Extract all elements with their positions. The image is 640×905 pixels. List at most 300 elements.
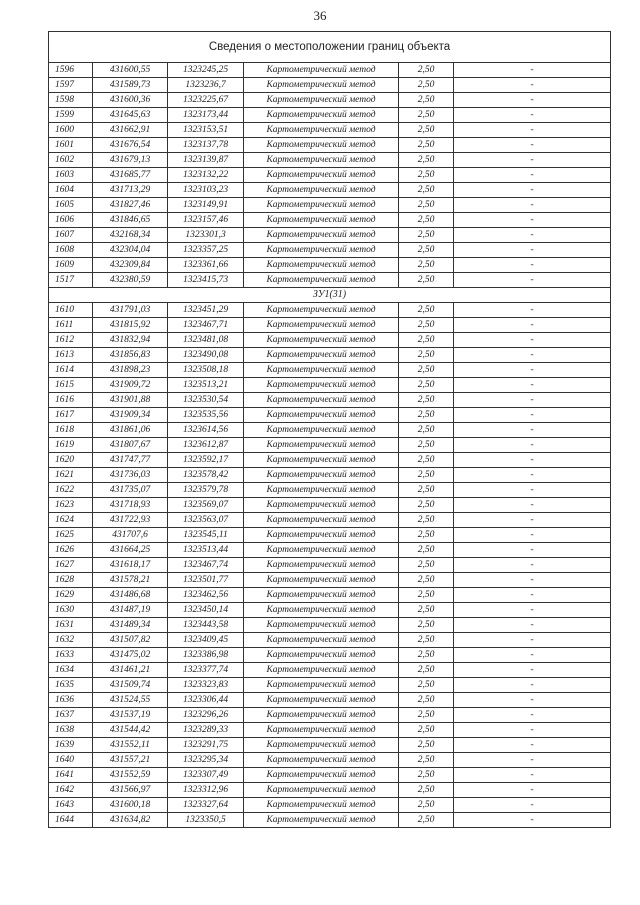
method-cell: Картометрический метод [244, 528, 399, 543]
table-row [49, 603, 611, 618]
description-cell: - [454, 438, 611, 453]
table-row [49, 153, 611, 168]
description-cell: - [454, 423, 611, 438]
method-cell: Картометрический метод [244, 663, 399, 678]
accuracy-cell: 2,50 [399, 378, 454, 393]
x-coordinate-cell: 431552,11 [93, 738, 168, 753]
x-coordinate-cell: 431846,65 [93, 213, 168, 228]
method-cell: Картометрический метод [244, 198, 399, 213]
point-number-cell: 1609 [49, 258, 93, 273]
x-coordinate-cell: 431676,54 [93, 138, 168, 153]
method-cell: Картометрический метод [244, 813, 399, 828]
description-cell: - [454, 318, 611, 333]
accuracy-cell: 2,50 [399, 138, 454, 153]
table-row [49, 213, 611, 228]
method-cell: Картометрический метод [244, 693, 399, 708]
accuracy-cell: 2,50 [399, 363, 454, 378]
accuracy-cell: 2,50 [399, 153, 454, 168]
x-coordinate-cell: 432168,34 [93, 228, 168, 243]
table-row [49, 228, 611, 243]
x-coordinate-cell: 432309,84 [93, 258, 168, 273]
y-coordinate-cell: 1323137,78 [168, 138, 244, 153]
x-coordinate-cell: 431589,73 [93, 78, 168, 93]
table-row [49, 543, 611, 558]
table-row [49, 708, 611, 723]
accuracy-cell: 2,50 [399, 93, 454, 108]
x-coordinate-cell: 431461,21 [93, 663, 168, 678]
accuracy-cell: 2,50 [399, 573, 454, 588]
description-cell: - [454, 183, 611, 198]
method-cell: Картометрический метод [244, 318, 399, 333]
x-coordinate-cell: 431685,77 [93, 168, 168, 183]
accuracy-cell: 2,50 [399, 813, 454, 828]
point-number-cell: 1628 [49, 573, 93, 588]
accuracy-cell: 2,50 [399, 648, 454, 663]
x-coordinate-cell: 431747,77 [93, 453, 168, 468]
method-cell: Картометрический метод [244, 588, 399, 603]
accuracy-cell: 2,50 [399, 213, 454, 228]
point-number-cell: 1611 [49, 318, 93, 333]
y-coordinate-cell: 1323535,56 [168, 408, 244, 423]
point-number-cell: 1630 [49, 603, 93, 618]
y-coordinate-cell: 1323530,54 [168, 393, 244, 408]
accuracy-cell: 2,50 [399, 183, 454, 198]
y-coordinate-cell: 1323569,07 [168, 498, 244, 513]
x-coordinate-cell: 431662,91 [93, 123, 168, 138]
section-label: ЗУ1(31) [49, 288, 611, 303]
table-row [49, 378, 611, 393]
y-coordinate-cell: 1323592,17 [168, 453, 244, 468]
method-cell: Картометрический метод [244, 228, 399, 243]
table-row [49, 693, 611, 708]
method-cell: Картометрический метод [244, 243, 399, 258]
y-coordinate-cell: 1323312,96 [168, 783, 244, 798]
description-cell: - [454, 768, 611, 783]
x-coordinate-cell: 431552,59 [93, 768, 168, 783]
method-cell: Картометрический метод [244, 753, 399, 768]
accuracy-cell: 2,50 [399, 333, 454, 348]
page-number: 36 [313, 8, 327, 23]
accuracy-cell: 2,50 [399, 723, 454, 738]
x-coordinate-cell: 431861,06 [93, 423, 168, 438]
coordinates-table [48, 31, 611, 828]
table-row [49, 678, 611, 693]
method-cell: Картометрический метод [244, 213, 399, 228]
point-number-cell: 1606 [49, 213, 93, 228]
accuracy-cell: 2,50 [399, 753, 454, 768]
point-number-cell: 1625 [49, 528, 93, 543]
point-number-cell: 1596 [49, 63, 93, 78]
description-cell: - [454, 303, 611, 318]
method-cell: Картометрический метод [244, 513, 399, 528]
description-cell: - [454, 648, 611, 663]
y-coordinate-cell: 1323578,42 [168, 468, 244, 483]
description-cell: - [454, 213, 611, 228]
method-cell: Картометрический метод [244, 573, 399, 588]
x-coordinate-cell: 431736,03 [93, 468, 168, 483]
description-cell: - [454, 123, 611, 138]
description-cell: - [454, 348, 611, 363]
table-row [49, 513, 611, 528]
method-cell: Картометрический метод [244, 408, 399, 423]
description-cell: - [454, 93, 611, 108]
x-coordinate-cell: 431486,68 [93, 588, 168, 603]
x-coordinate-cell: 431679,13 [93, 153, 168, 168]
table-row [49, 168, 611, 183]
table-row [49, 423, 611, 438]
accuracy-cell: 2,50 [399, 408, 454, 423]
point-number-cell: 1604 [49, 183, 93, 198]
point-number-cell: 1610 [49, 303, 93, 318]
y-coordinate-cell: 1323513,44 [168, 543, 244, 558]
y-coordinate-cell: 1323149,91 [168, 198, 244, 213]
description-cell: - [454, 498, 611, 513]
table-row [49, 258, 611, 273]
description-cell: - [454, 153, 611, 168]
point-number-cell: 1637 [49, 708, 93, 723]
accuracy-cell: 2,50 [399, 768, 454, 783]
point-number-cell: 1517 [49, 273, 93, 288]
table-row [49, 243, 611, 258]
description-cell: - [454, 393, 611, 408]
point-number-cell: 1638 [49, 723, 93, 738]
y-coordinate-cell: 1323545,11 [168, 528, 244, 543]
y-coordinate-cell: 1323513,21 [168, 378, 244, 393]
method-cell: Картометрический метод [244, 453, 399, 468]
accuracy-cell: 2,50 [399, 798, 454, 813]
description-cell: - [454, 483, 611, 498]
table-row [49, 333, 611, 348]
y-coordinate-cell: 1323245,25 [168, 63, 244, 78]
method-cell: Картометрический метод [244, 708, 399, 723]
accuracy-cell: 2,50 [399, 423, 454, 438]
accuracy-cell: 2,50 [399, 528, 454, 543]
description-cell: - [454, 63, 611, 78]
x-coordinate-cell: 431722,93 [93, 513, 168, 528]
x-coordinate-cell: 431815,92 [93, 318, 168, 333]
accuracy-cell: 2,50 [399, 633, 454, 648]
accuracy-cell: 2,50 [399, 318, 454, 333]
x-coordinate-cell: 431909,34 [93, 408, 168, 423]
table-row [49, 573, 611, 588]
x-coordinate-cell: 431600,55 [93, 63, 168, 78]
accuracy-cell: 2,50 [399, 78, 454, 93]
x-coordinate-cell: 431507,82 [93, 633, 168, 648]
accuracy-cell: 2,50 [399, 348, 454, 363]
method-cell: Картометрический метод [244, 393, 399, 408]
y-coordinate-cell: 1323295,34 [168, 753, 244, 768]
x-coordinate-cell: 431707,6 [93, 528, 168, 543]
description-cell: - [454, 798, 611, 813]
point-number-cell: 1608 [49, 243, 93, 258]
method-cell: Картометрический метод [244, 303, 399, 318]
y-coordinate-cell: 1323612,87 [168, 438, 244, 453]
method-cell: Картометрический метод [244, 138, 399, 153]
table-title: Сведения о местоположении границ объекта [49, 32, 611, 63]
description-cell: - [454, 363, 611, 378]
description-cell: - [454, 513, 611, 528]
accuracy-cell: 2,50 [399, 558, 454, 573]
table-row [49, 768, 611, 783]
y-coordinate-cell: 1323508,18 [168, 363, 244, 378]
point-number-cell: 1640 [49, 753, 93, 768]
y-coordinate-cell: 1323467,71 [168, 318, 244, 333]
y-coordinate-cell: 1323462,56 [168, 588, 244, 603]
method-cell: Картометрический метод [244, 378, 399, 393]
point-number-cell: 1614 [49, 363, 93, 378]
table-row [49, 813, 611, 828]
y-coordinate-cell: 1323307,49 [168, 768, 244, 783]
table-row [49, 408, 611, 423]
section-row [49, 288, 611, 303]
accuracy-cell: 2,50 [399, 588, 454, 603]
x-coordinate-cell: 431645,63 [93, 108, 168, 123]
y-coordinate-cell: 1323153,51 [168, 123, 244, 138]
point-number-cell: 1636 [49, 693, 93, 708]
y-coordinate-cell: 1323563,07 [168, 513, 244, 528]
y-coordinate-cell: 1323501,77 [168, 573, 244, 588]
table-row [49, 633, 611, 648]
point-number-cell: 1602 [49, 153, 93, 168]
point-number-cell: 1598 [49, 93, 93, 108]
y-coordinate-cell: 1323614,56 [168, 423, 244, 438]
method-cell: Картометрический метод [244, 558, 399, 573]
x-coordinate-cell: 431807,67 [93, 438, 168, 453]
x-coordinate-cell: 431664,25 [93, 543, 168, 558]
description-cell: - [454, 663, 611, 678]
point-number-cell: 1603 [49, 168, 93, 183]
method-cell: Картометрический метод [244, 768, 399, 783]
x-coordinate-cell: 431827,46 [93, 198, 168, 213]
y-coordinate-cell: 1323225,67 [168, 93, 244, 108]
accuracy-cell: 2,50 [399, 498, 454, 513]
y-coordinate-cell: 1323386,98 [168, 648, 244, 663]
method-cell: Картометрический метод [244, 678, 399, 693]
point-number-cell: 1634 [49, 663, 93, 678]
y-coordinate-cell: 1323323,83 [168, 678, 244, 693]
table-row [49, 63, 611, 78]
table-row [49, 393, 611, 408]
table-row [49, 468, 611, 483]
table-row [49, 108, 611, 123]
table-row [49, 483, 611, 498]
accuracy-cell: 2,50 [399, 198, 454, 213]
method-cell: Картометрический метод [244, 348, 399, 363]
accuracy-cell: 2,50 [399, 468, 454, 483]
method-cell: Картометрический метод [244, 108, 399, 123]
method-cell: Картометрический метод [244, 183, 399, 198]
description-cell: - [454, 228, 611, 243]
method-cell: Картометрический метод [244, 498, 399, 513]
method-cell: Картометрический метод [244, 93, 399, 108]
y-coordinate-cell: 1323481,08 [168, 333, 244, 348]
table-row [49, 723, 611, 738]
y-coordinate-cell: 1323443,58 [168, 618, 244, 633]
accuracy-cell: 2,50 [399, 513, 454, 528]
point-number-cell: 1619 [49, 438, 93, 453]
x-coordinate-cell: 431898,23 [93, 363, 168, 378]
description-cell: - [454, 603, 611, 618]
description-cell: - [454, 573, 611, 588]
description-cell: - [454, 408, 611, 423]
description-cell: - [454, 738, 611, 753]
y-coordinate-cell: 1323301,3 [168, 228, 244, 243]
point-number-cell: 1607 [49, 228, 93, 243]
table-row [49, 663, 611, 678]
description-cell: - [454, 273, 611, 288]
point-number-cell: 1621 [49, 468, 93, 483]
accuracy-cell: 2,50 [399, 618, 454, 633]
x-coordinate-cell: 431475,02 [93, 648, 168, 663]
point-number-cell: 1612 [49, 333, 93, 348]
point-number-cell: 1642 [49, 783, 93, 798]
y-coordinate-cell: 1323415,73 [168, 273, 244, 288]
point-number-cell: 1633 [49, 648, 93, 663]
y-coordinate-cell: 1323357,25 [168, 243, 244, 258]
table-row [49, 558, 611, 573]
x-coordinate-cell: 431791,03 [93, 303, 168, 318]
x-coordinate-cell: 431566,97 [93, 783, 168, 798]
y-coordinate-cell: 1323296,26 [168, 708, 244, 723]
method-cell: Картометрический метод [244, 123, 399, 138]
description-cell: - [454, 468, 611, 483]
point-number-cell: 1597 [49, 78, 93, 93]
method-cell: Картометрический метод [244, 648, 399, 663]
accuracy-cell: 2,50 [399, 678, 454, 693]
x-coordinate-cell: 431489,34 [93, 618, 168, 633]
point-number-cell: 1623 [49, 498, 93, 513]
accuracy-cell: 2,50 [399, 168, 454, 183]
method-cell: Картометрический метод [244, 468, 399, 483]
table-row [49, 78, 611, 93]
accuracy-cell: 2,50 [399, 453, 454, 468]
table-row [49, 798, 611, 813]
description-cell: - [454, 333, 611, 348]
method-cell: Картометрический метод [244, 258, 399, 273]
x-coordinate-cell: 431557,21 [93, 753, 168, 768]
x-coordinate-cell: 431524,55 [93, 693, 168, 708]
point-number-cell: 1626 [49, 543, 93, 558]
accuracy-cell: 2,50 [399, 738, 454, 753]
x-coordinate-cell: 431909,72 [93, 378, 168, 393]
description-cell: - [454, 783, 611, 798]
table-row [49, 453, 611, 468]
y-coordinate-cell: 1323139,87 [168, 153, 244, 168]
y-coordinate-cell: 1323350,5 [168, 813, 244, 828]
x-coordinate-cell: 431578,21 [93, 573, 168, 588]
y-coordinate-cell: 1323467,74 [168, 558, 244, 573]
description-cell: - [454, 78, 611, 93]
accuracy-cell: 2,50 [399, 438, 454, 453]
accuracy-cell: 2,50 [399, 708, 454, 723]
method-cell: Картометрический метод [244, 333, 399, 348]
table-row [49, 753, 611, 768]
x-coordinate-cell: 431600,36 [93, 93, 168, 108]
x-coordinate-cell: 431634,82 [93, 813, 168, 828]
point-number-cell: 1617 [49, 408, 93, 423]
point-number-cell: 1615 [49, 378, 93, 393]
x-coordinate-cell: 431600,18 [93, 798, 168, 813]
point-number-cell: 1627 [49, 558, 93, 573]
method-cell: Картометрический метод [244, 783, 399, 798]
method-cell: Картометрический метод [244, 168, 399, 183]
description-cell: - [454, 543, 611, 558]
y-coordinate-cell: 1323173,44 [168, 108, 244, 123]
table-row [49, 738, 611, 753]
description-cell: - [454, 588, 611, 603]
y-coordinate-cell: 1323327,64 [168, 798, 244, 813]
x-coordinate-cell: 431718,93 [93, 498, 168, 513]
point-number-cell: 1618 [49, 423, 93, 438]
table-row [49, 648, 611, 663]
accuracy-cell: 2,50 [399, 693, 454, 708]
y-coordinate-cell: 1323132,22 [168, 168, 244, 183]
y-coordinate-cell: 1323157,46 [168, 213, 244, 228]
y-coordinate-cell: 1323361,66 [168, 258, 244, 273]
table-row [49, 438, 611, 453]
description-cell: - [454, 708, 611, 723]
x-coordinate-cell: 432304,04 [93, 243, 168, 258]
y-coordinate-cell: 1323306,44 [168, 693, 244, 708]
table-row [49, 273, 611, 288]
table-row [49, 498, 611, 513]
point-number-cell: 1643 [49, 798, 93, 813]
table-row [49, 528, 611, 543]
y-coordinate-cell: 1323289,33 [168, 723, 244, 738]
point-number-cell: 1616 [49, 393, 93, 408]
x-coordinate-cell: 431832,94 [93, 333, 168, 348]
point-number-cell: 1624 [49, 513, 93, 528]
y-coordinate-cell: 1323450,14 [168, 603, 244, 618]
point-number-cell: 1635 [49, 678, 93, 693]
method-cell: Картометрический метод [244, 618, 399, 633]
x-coordinate-cell: 431713,29 [93, 183, 168, 198]
y-coordinate-cell: 1323377,74 [168, 663, 244, 678]
table-row [49, 183, 611, 198]
method-cell: Картометрический метод [244, 738, 399, 753]
method-cell: Картометрический метод [244, 438, 399, 453]
accuracy-cell: 2,50 [399, 108, 454, 123]
x-coordinate-cell: 431509,74 [93, 678, 168, 693]
description-cell: - [454, 243, 611, 258]
description-cell: - [454, 633, 611, 648]
point-number-cell: 1601 [49, 138, 93, 153]
point-number-cell: 1620 [49, 453, 93, 468]
x-coordinate-cell: 431735,07 [93, 483, 168, 498]
point-number-cell: 1600 [49, 123, 93, 138]
accuracy-cell: 2,50 [399, 393, 454, 408]
x-coordinate-cell: 432380,59 [93, 273, 168, 288]
table-row [49, 588, 611, 603]
y-coordinate-cell: 1323490,08 [168, 348, 244, 363]
y-coordinate-cell: 1323409,45 [168, 633, 244, 648]
point-number-cell: 1599 [49, 108, 93, 123]
point-number-cell: 1639 [49, 738, 93, 753]
point-number-cell: 1622 [49, 483, 93, 498]
description-cell: - [454, 723, 611, 738]
method-cell: Картометрический метод [244, 798, 399, 813]
method-cell: Картометрический метод [244, 273, 399, 288]
description-cell: - [454, 693, 611, 708]
table-row [49, 783, 611, 798]
description-cell: - [454, 618, 611, 633]
point-number-cell: 1632 [49, 633, 93, 648]
method-cell: Картометрический метод [244, 483, 399, 498]
y-coordinate-cell: 1323451,29 [168, 303, 244, 318]
accuracy-cell: 2,50 [399, 63, 454, 78]
table-row [49, 618, 611, 633]
table-row [49, 93, 611, 108]
